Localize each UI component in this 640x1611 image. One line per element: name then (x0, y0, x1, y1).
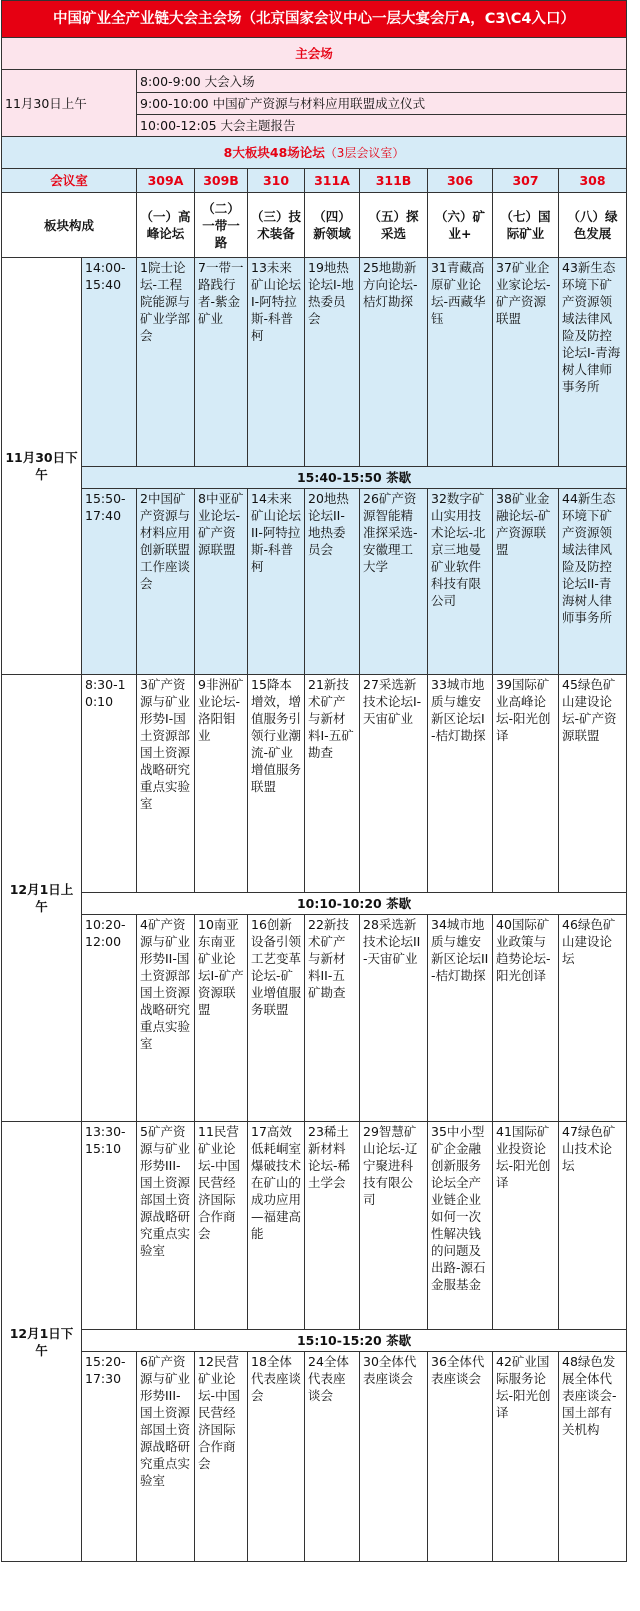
forum-session: 20地热论坛II-地热委员会 (305, 489, 360, 675)
room-header: 311B (360, 169, 428, 193)
room-header: 310 (248, 169, 305, 193)
session-time: 8:30-10:10 (82, 675, 137, 893)
forum-session: 2中国矿产资源与材料应用创新联盟工作座谈会 (137, 489, 195, 675)
forum-session: 44新生态环境下矿产资源领域法律风险及防控论坛II-青海树人律师事务所 (559, 489, 627, 675)
section-header: （八）绿色发展 (559, 193, 627, 258)
forum-session: 6矿产资源与矿业形势III-国土资源部国土资源战略研究重点实验室 (137, 1352, 195, 1562)
schedule-page (1, 0, 626, 1562)
forum-session: 15降本增效，增值服务引领行业潮流-矿业增值服务联盟 (248, 675, 305, 893)
room-label: 会议室 (2, 169, 137, 193)
session-time: 13:30-15:10 (82, 1122, 137, 1330)
forum-session: 48绿色发展全体代表座谈会-国土部有关机构 (559, 1352, 627, 1562)
section-header: （二）一带一路 (195, 193, 248, 258)
forum-session: 13未来矿山论坛I-阿特拉斯-科普柯 (248, 258, 305, 467)
room-header: 306 (428, 169, 493, 193)
section-header: （三）技术装备 (248, 193, 305, 258)
forum-session: 18全体代表座谈会 (248, 1352, 305, 1562)
main-venue-item: 8:00-9:00 大会入场 (137, 70, 627, 93)
day-label: 12月1日上午 (2, 675, 82, 1122)
forum-session: 19地热论坛I-地热委员会 (305, 258, 360, 467)
session-time: 10:20-12:00 (82, 915, 137, 1122)
forum-session: 9非洲矿业论坛-洛阳钼业 (195, 675, 248, 893)
forum-session: 42矿业国际服务论坛-阳光创译 (493, 1352, 559, 1562)
forum-session: 16创新设备引领工艺变革论坛-矿业增值服务联盟 (248, 915, 305, 1122)
forum-session: 34城市地质与雄安新区论坛II-桔灯勘探 (428, 915, 493, 1122)
forums-heading-note: （3层会议室） (324, 145, 405, 160)
forums-heading-text: 8大板块48场论坛 (223, 144, 325, 160)
conference-title: 中国矿业全产业链大会主会场（北京国家会议中心一层大宴会厅A，C3\C4入口） (2, 1, 627, 38)
forum-session: 36全体代表座谈会 (428, 1352, 493, 1562)
forum-session: 25地勘新方向论坛-桔灯勘探 (360, 258, 428, 467)
forum-session: 26矿产资源智能精准探采选-安徽理工大学 (360, 489, 428, 675)
forum-session: 24全体代表座谈会 (305, 1352, 360, 1562)
section-header: （一）高峰论坛 (137, 193, 195, 258)
forum-session: 33城市地质与雄安新区论坛I-桔灯勘探 (428, 675, 493, 893)
section-header: （四）新领域 (305, 193, 360, 258)
forum-session: 40国际矿业政策与趋势论坛-阳光创译 (493, 915, 559, 1122)
forum-session: 4矿产资源与矿业形势II-国土资源部国土资源战略研究重点实验室 (137, 915, 195, 1122)
forum-session: 46绿色矿山建设论坛 (559, 915, 627, 1122)
forum-session: 27采选新技术论坛I-天宙矿业 (360, 675, 428, 893)
forum-session: 31青藏高原矿业论坛-西藏华钰 (428, 258, 493, 467)
forum-session: 28采选新技术论坛II-天宙矿业 (360, 915, 428, 1122)
forum-session: 23稀土新材料论坛-稀土学会 (305, 1122, 360, 1330)
forum-session: 35中小型矿企金融创新服务论坛全产业链企业如何一次性解决钱的问题及出路-源石金服基金 (428, 1122, 493, 1330)
forum-session: 37矿业企业家论坛-矿产资源联盟 (493, 258, 559, 467)
forum-session: 1院士论坛-工程院能源与矿业学部会 (137, 258, 195, 467)
section-header: （六）矿业+ (428, 193, 493, 258)
forum-session: 5矿产资源与矿业形势III-国土资源部国土资源战略研究重点实验室 (137, 1122, 195, 1330)
forum-session: 43新生态环境下矿产资源领域法律风险及防控论坛I-青海树人律师事务所 (559, 258, 627, 467)
session-time: 15:20-17:30 (82, 1352, 137, 1562)
room-header: 309B (195, 169, 248, 193)
forum-session: 38矿业金融论坛-矿产资源联盟 (493, 489, 559, 675)
section-header: （七）国际矿业 (493, 193, 559, 258)
forum-session: 12民营矿业论坛-中国民营经济国际合作商会 (195, 1352, 248, 1562)
forum-session: 22新技术矿产与新材料II-五矿勘查 (305, 915, 360, 1122)
room-header: 308 (559, 169, 627, 193)
main-venue-date: 11月30日上午 (2, 70, 137, 137)
forum-session: 10南亚东南亚矿业论坛I-矿产资源联盟 (195, 915, 248, 1122)
day-label: 11月30日下午 (2, 258, 82, 675)
main-venue-item: 9:00-10:00 中国矿产资源与材料应用联盟成立仪式 (137, 93, 627, 115)
session-time: 14:00-15:40 (82, 258, 137, 467)
forums-heading (2, 137, 627, 169)
forum-session: 3矿产资源与矿业形势I-国土资源部国土资源战略研究重点实验室 (137, 675, 195, 893)
forum-session: 39国际矿业高峰论坛-阳光创译 (493, 675, 559, 893)
tea-break: 15:10-15:20 茶歇 (82, 1330, 627, 1352)
forum-session: 47绿色矿山技术论坛 (559, 1122, 627, 1330)
schedule-table (1, 0, 627, 1562)
forum-session: 45绿色矿山建设论坛-矿产资源联盟 (559, 675, 627, 893)
forum-session: 21新技术矿产与新材料I-五矿勘查 (305, 675, 360, 893)
room-header: 309A (137, 169, 195, 193)
section-header: （五）探采选 (360, 193, 428, 258)
forum-session: 41国际矿业投资论坛-阳光创译 (493, 1122, 559, 1330)
forum-session: 11民营矿业论坛-中国民营经济国际合作商会 (195, 1122, 248, 1330)
forum-session: 8中亚矿业论坛-矿产资源联盟 (195, 489, 248, 675)
room-header: 307 (493, 169, 559, 193)
day-label: 12月1日下午 (2, 1122, 82, 1562)
session-time: 15:50-17:40 (82, 489, 137, 675)
room-header: 311A (305, 169, 360, 193)
forum-session: 32数字矿山实用技术论坛-北京三地曼矿业软件科技有限公司 (428, 489, 493, 675)
section-label: 板块构成 (2, 193, 137, 258)
forum-session: 14未来矿山论坛II-阿特拉斯-科普柯 (248, 489, 305, 675)
tea-break: 15:40-15:50 茶歇 (82, 467, 627, 489)
forum-session: 30全体代表座谈会 (360, 1352, 428, 1562)
forum-session: 29智慧矿山论坛-辽宁聚进科技有限公司 (360, 1122, 428, 1330)
main-venue-heading: 主会场 (2, 38, 627, 70)
main-venue-item: 10:00-12:05 大会主题报告 (137, 115, 627, 137)
forum-session: 17高效低耗峒室爆破技术在矿山的成功应用—福建高能 (248, 1122, 305, 1330)
tea-break: 10:10-10:20 茶歇 (82, 893, 627, 915)
forum-session: 7一带一路践行者-紫金矿业 (195, 258, 248, 467)
